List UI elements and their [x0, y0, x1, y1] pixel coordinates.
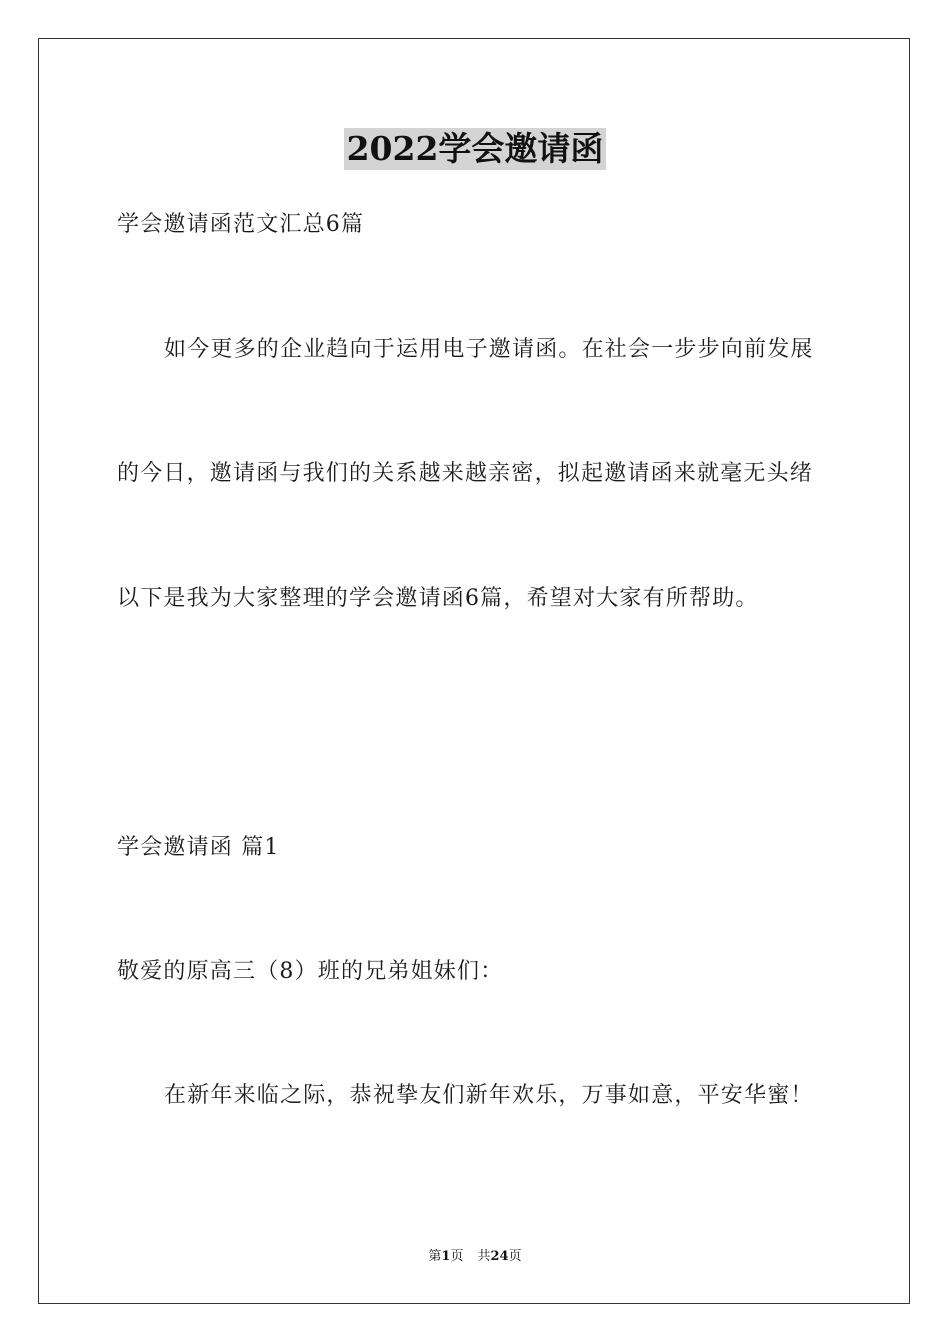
- intro-paragraph-line-2: 的今日，邀请函与我们的关系越来越亲密，拟起邀请函来就毫无头绪: [117, 461, 814, 486]
- footer-total-prefix: 共: [477, 1249, 491, 1264]
- section-heading: 学会邀请函 篇1: [117, 835, 280, 860]
- salutation: 敬爱的原高三（8）班的兄弟姐妹们：: [117, 959, 504, 984]
- footer-total-suffix: 页: [508, 1249, 522, 1264]
- footer-total-pages: 24: [490, 1249, 509, 1264]
- title-container: [0, 128, 950, 170]
- intro-paragraph-line-1: 如今更多的企业趋向于运用电子邀请函。在社会一步步向前发展: [164, 337, 814, 362]
- page-footer: [0, 1248, 950, 1266]
- intro-paragraph-line-3: 以下是我为大家整理的学会邀请函6篇，希望对大家有所帮助。: [117, 586, 759, 611]
- summary-line: 学会邀请函范文汇总6篇: [117, 212, 365, 237]
- footer-page-suffix: 页: [450, 1249, 464, 1264]
- greeting-line: 在新年来临之际，恭祝挚友们新年欢乐，万事如意，平安华蜜！: [164, 1083, 814, 1108]
- footer-page-prefix: 第: [428, 1249, 442, 1264]
- document-title: 2022学会邀请函: [344, 128, 607, 170]
- footer-page-number: 1: [441, 1249, 451, 1264]
